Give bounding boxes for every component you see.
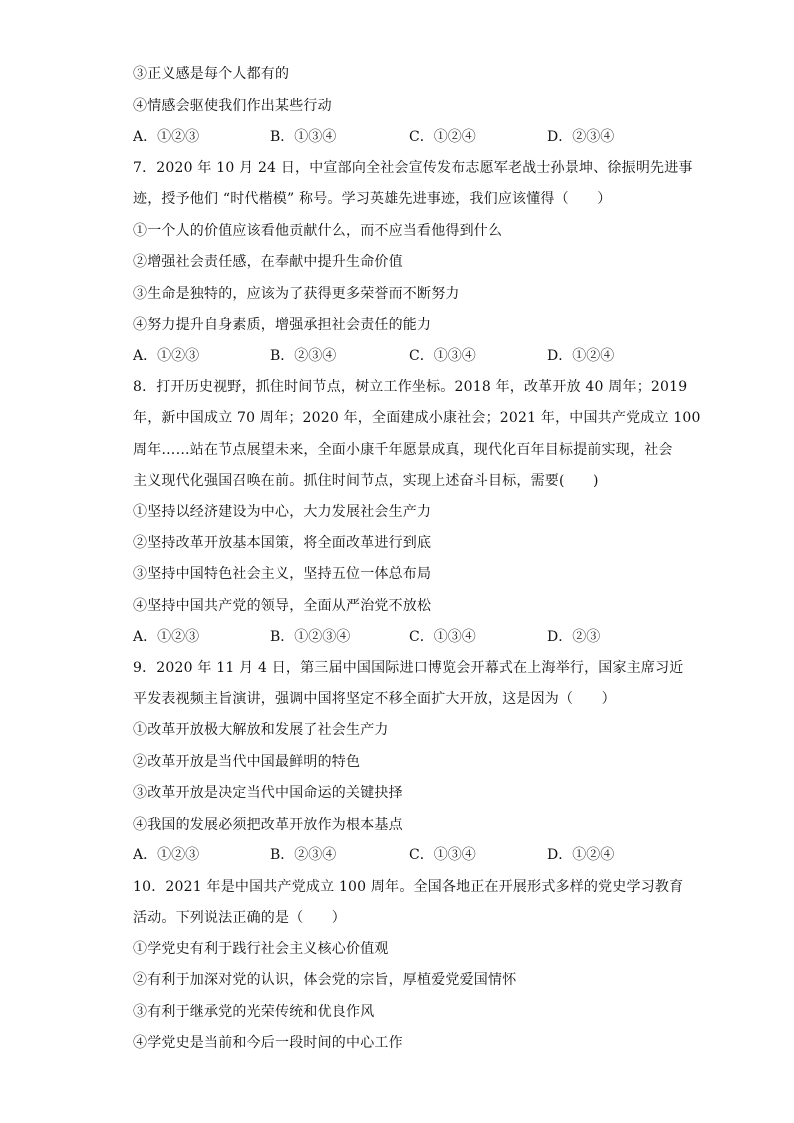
q9-option-d: D．①②④ — [547, 847, 615, 863]
q9-options — [133, 845, 653, 865]
q10-choice-1: ①学党史有利于践行社会主义核心价值观 — [133, 941, 389, 957]
q8-choice-2: ②坚持改革开放基本国策，将全面改革进行到底 — [133, 535, 432, 551]
q9-option-c: C．①③④ — [409, 847, 476, 863]
q7-option-a: A．①②③ — [133, 348, 200, 364]
q8-stem-line-1: 8．打开历史视野，抓住时间节点，树立工作坐标。2018 年，改革开放 40 周年；2019 — [133, 379, 688, 395]
q6-option-c: C．①②④ — [409, 129, 476, 145]
q6-option-b: B．①③④ — [270, 129, 337, 145]
q7-option-d: D．①②④ — [547, 348, 615, 364]
q9-option-b: B．②③④ — [270, 847, 337, 863]
q6-options — [133, 127, 653, 147]
q8-choice-1: ①坚持以经济建设为中心，大力发展社会生产力 — [133, 504, 432, 520]
q8-option-c: C．①③④ — [409, 629, 476, 645]
q6-choice-4: ④情感会驱使我们作出某些行动 — [133, 98, 332, 114]
q10-stem-line-2: 活动。下列说法正确的是（ ） — [133, 910, 346, 926]
q7-option-c: C．①③④ — [409, 348, 476, 364]
q8-options — [133, 627, 653, 647]
q9-option-a: A．①②③ — [133, 847, 200, 863]
q7-choice-3: ③生命是独特的，应该为了获得更多荣誉而不断努力 — [133, 286, 460, 302]
q10-choice-3: ③有利于继承党的光荣传统和优良作风 — [133, 1004, 375, 1020]
q9-choice-4: ④我国的发展必须把改革开放作为根本基点 — [133, 817, 403, 833]
q10-stem-line-1: 10．2021 年是中国共产党成立 100 周年。全国各地正在开展形式多样的党史学习教育 — [133, 879, 684, 895]
q10-choice-4: ④学党史是当前和今后一段时间的中心工作 — [133, 1035, 403, 1051]
q7-choice-4: ④努力提升自身素质，增强承担社会责任的能力 — [133, 317, 432, 333]
q6-option-d: D．②③④ — [547, 129, 615, 145]
q9-choice-1: ①改革开放极大解放和发展了社会生产力 — [133, 722, 389, 738]
q8-choice-3: ③坚持中国特色社会主义，坚持五位一体总布局 — [133, 566, 432, 582]
q9-stem-line-2: 平发表视频主旨演讲，强调中国将坚定不移全面扩大开放，这是因为（ ） — [133, 691, 616, 707]
q8-stem-line-3: 周年……站在节点展望未来，全面小康千年愿景成真，现代化百年目标提前实现，社会 — [133, 442, 673, 458]
q7-option-b: B．②③④ — [270, 348, 337, 364]
q10-choice-2: ②有利于加深对党的认识，体会党的宗旨，厚植爱党爱国情怀 — [133, 972, 517, 988]
q9-choice-2: ②改革开放是当代中国最鲜明的特色 — [133, 754, 361, 770]
q8-stem-line-4: 主义现代化强国召唤在前。抓住时间节点，实现上述奋斗目标，需要( ) — [133, 473, 599, 489]
q9-choice-3: ③改革开放是决定当代中国命运的关键抉择 — [133, 785, 403, 801]
q6-choice-3: ③正义感是每个人都有的 — [133, 66, 290, 82]
q8-option-d: D．②③ — [547, 629, 601, 645]
q8-choice-4: ④坚持中国共产党的领导，全面从严治党不放松 — [133, 598, 432, 614]
q8-option-a: A．①②③ — [133, 629, 200, 645]
q7-stem-line-1: 7．2020 年 10 月 24 日，中宣部向全社会宣传发布志愿军老战士孙景坤、徐振明先进事 — [133, 160, 693, 176]
q7-options — [133, 346, 653, 366]
q7-choice-1: ①一个人的价值应该看他贡献什么，而不应当看他得到什么 — [133, 223, 503, 239]
q6-option-a: A．①②③ — [133, 129, 200, 145]
q9-stem-line-1: 9．2020 年 11 月 4 日，第三届中国国际进口博览会开幕式在上海举行，国家主席习近 — [133, 660, 684, 676]
q7-choice-2: ②增强社会责任感，在奉献中提升生命价值 — [133, 254, 403, 270]
q8-option-b: B．①②③④ — [270, 629, 351, 645]
q8-stem-line-2: 年，新中国成立 70 周年；2020 年，全面建成小康社会；2021 年，中国共产党成立 100 — [133, 410, 701, 426]
q7-stem-line-2: 迹，授予他们 “时代楷模” 称号。学习英雄先进事迹，我们应该懂得（ ） — [133, 191, 612, 207]
